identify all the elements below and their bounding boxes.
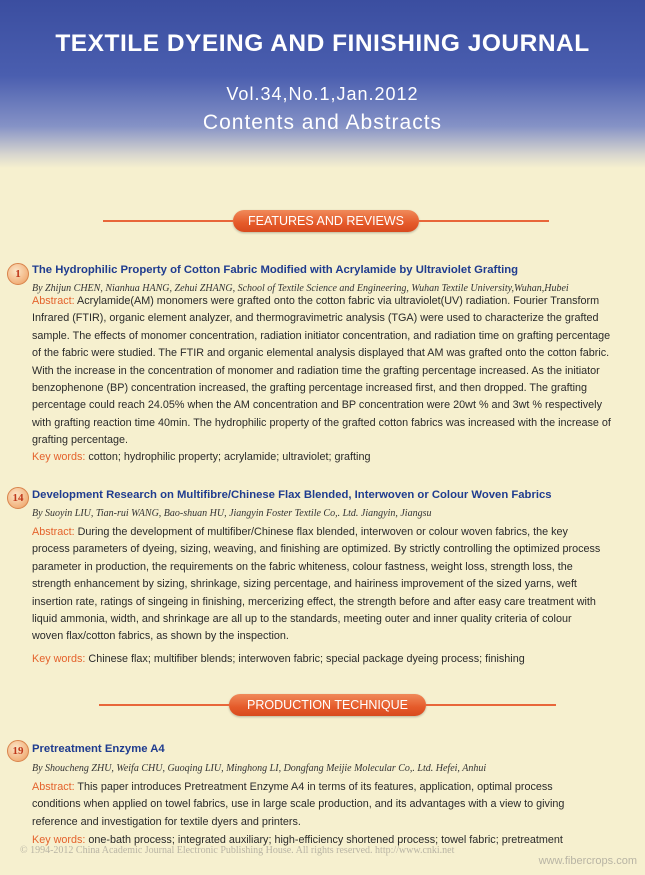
section-banner-features — [233, 210, 419, 232]
abstract-label: Abstract: — [32, 526, 75, 538]
keywords-text: Chinese flax; multifiber blends; interwoven fabric; special package dyeing process; finishing — [88, 653, 525, 665]
abstract-line: benzophenone (BP) concentration increased, the grafting percentage increased first, and then dropped. The grafting — [32, 382, 588, 395]
abstract-line: insertion rate, ratings of singeing in finishing, mercerizing effect, the strength before and after easy care treatment with — [32, 595, 596, 608]
article-title: The Hydrophilic Property of Cotton Fabric Modified with Acrylamide by Ultraviolet Grafting — [32, 264, 519, 276]
abstract-line: This paper introduces Pretreatment Enzyme A4 in terms of its features, application, optimal process — [77, 781, 553, 793]
keywords-text: cotton; hydrophilic property; acrylamide; ultraviolet; grafting — [88, 451, 371, 463]
contents-heading: Contents and Abstracts — [202, 111, 443, 134]
abstract-line: sample. The effects of monomer concentration, radiation initiator concentration, and radiation time on grafting percentage — [32, 329, 611, 342]
abstract-line: strength enhancement by sizing, shrinkage, sizing percentage, and hairiness improvement of the sized yarns, weft — [32, 578, 577, 591]
abstract-line: liquid ammonia, width, and shrinkage are all up to the standards, meeting outer and inner quality criteria of colour — [32, 613, 572, 626]
abstract-line: With the increase in the concentration of monomer and radiation time the grafting percentage increased. As the initiator — [32, 364, 600, 377]
abstract-line: percentage could reach 24.05% when the AM concentration and BP concentration were 20wt % and 3wt % respectively — [32, 399, 602, 412]
abstract-label: Abstract: — [32, 295, 75, 307]
abstract-line: of the fabric were studied. The FTIR and organic elemental analysis displayed that AM was grafted onto the cotton fabric. — [32, 347, 610, 360]
article-abstract — [32, 779, 624, 831]
page-number-badge: 1 — [7, 263, 29, 285]
article-title: Pretreatment Enzyme A4 — [32, 743, 165, 755]
article-authors: By Shoucheng ZHU, Weifa CHU, Guoqing LIU, Minghong LI, Dongfang Meijie Molecular Co,. Ltd. Hefei, Anhui — [32, 763, 487, 774]
journal-title: TEXTILE DYEING AND FINISHING JOURNAL — [55, 30, 590, 57]
abstract-line: conditions when applied on towel fabrics, use in large scale production, and its advantages with a view to giving — [32, 798, 565, 811]
abstract-line: parameter in production, the requirements on the fabric whiteness, colour fastness, weight loss, strength loss, the — [32, 560, 573, 573]
article-keywords — [32, 451, 370, 463]
issue-info: Vol.34,No.1,Jan.2012 — [226, 84, 419, 104]
abstract-line: Infrared (FTIR), organic element analyzer, and thermogravimetric analysis (TGA) were used to characterize the grafted — [32, 312, 599, 325]
abstract-line: woven flax/cotton fabrics, as shown by the inspection. — [32, 630, 289, 643]
page-number-badge: 14 — [7, 487, 29, 509]
section-title: FEATURES AND REVIEWS — [247, 214, 405, 228]
keywords-label: Key words: — [32, 653, 86, 665]
abstract-line: Acrylamide(AM) monomers were grafted onto the cotton fabric via ultraviolet(UV) radiation. Fourier Transform — [77, 295, 600, 307]
keywords-text: one-bath process; integrated auxiliary; high-efficiency shortened process; towel fabric; pretreatment — [88, 834, 563, 846]
watermark: www.fibercrops.com — [538, 855, 637, 867]
article-authors: By Zhijun CHEN, Nianhua HANG, Zehui ZHANG, School of Textile Science and Engineering, Wuhan Textile University,Wuhan,Hubei — [32, 283, 569, 294]
article-title: Development Research on Multifibre/Chinese Flax Blended, Interwoven or Colour Woven Fabrics — [32, 489, 552, 501]
article-abstract — [32, 293, 624, 450]
keywords-label: Key words: — [32, 834, 86, 846]
copyright-notice: © 1994-2012 China Academic Journal Electronic Publishing House. All rights reserved. http://www.cnki.net — [20, 845, 455, 856]
section-title: PRODUCTION TECHNIQUE — [247, 698, 408, 712]
abstract-label: Abstract: — [32, 781, 75, 793]
article-abstract — [32, 524, 624, 646]
abstract-line: with grafting reaction time 40min. The hydrophilic property of the grafted cotton fabrics was increased with the increase of — [32, 416, 611, 429]
abstract-line: process parameters of dyeing, sizing, weaving, and finishing are optimized. By strictly controlling the optimized process — [32, 543, 601, 556]
article-authors: By Suoyin LIU, Tian-rui WANG, Bao-shuan HU, Jiangyin Foster Textile Co,. Ltd. Jiangyin, Jiangsu — [32, 508, 432, 519]
section-banner-production — [229, 694, 426, 716]
article-keywords — [32, 653, 525, 665]
abstract-line: reference and investigation for textile dyers and printers. — [32, 815, 301, 828]
page-number-badge: 19 — [7, 740, 29, 762]
keywords-label: Key words: — [32, 451, 86, 463]
abstract-line: During the development of multifiber/Chinese flax blended, interwoven or colour woven fabrics, the key — [77, 526, 568, 538]
journal-header — [0, 0, 645, 168]
abstract-line: grafting percentage. — [32, 434, 129, 447]
